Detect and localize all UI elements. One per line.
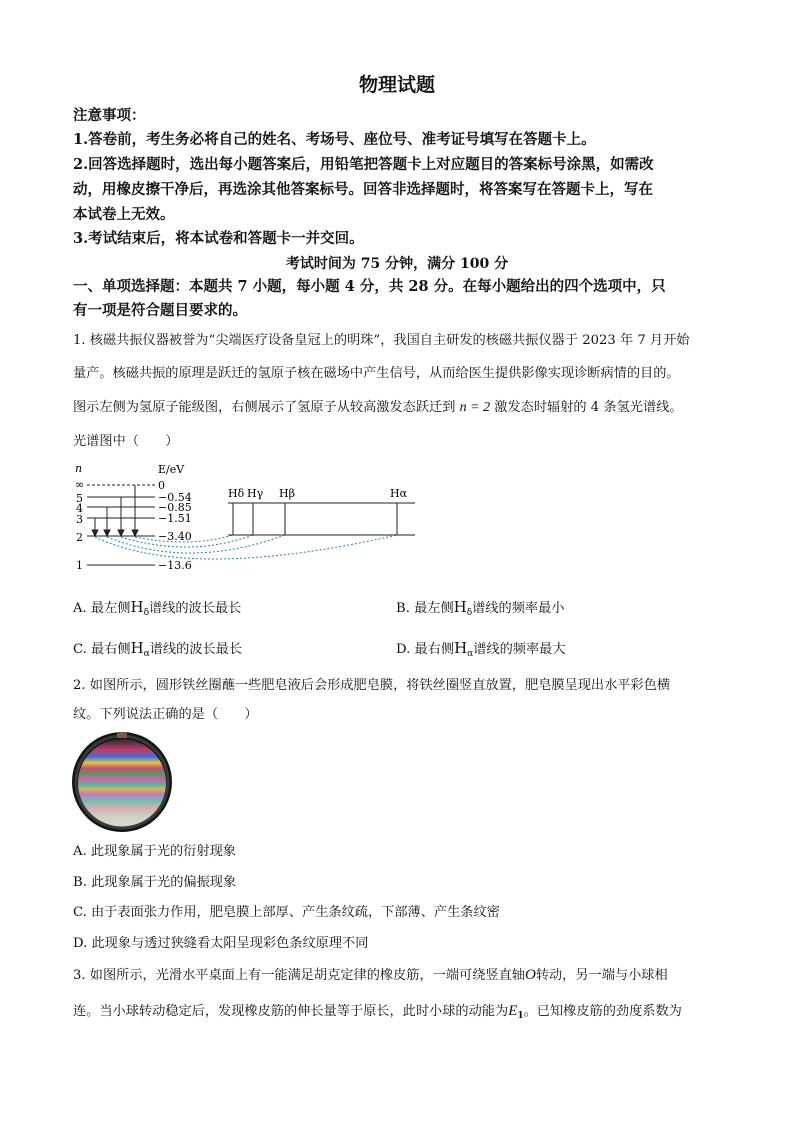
- energy-level-diagram: [70, 462, 430, 582]
- diagram-e-label: E/eV: [158, 463, 185, 476]
- level-e-5: −0.54: [158, 491, 192, 504]
- q1-line-1: 1. 核磁共振仪器被誉为“尖端医疗设备皇冠上的明珠”，我国自主研发的核磁共振仪器于 2023 年 7 月开始: [73, 333, 690, 348]
- q1-line-3: [73, 398, 723, 418]
- q1-option-a-h: H: [130, 598, 144, 616]
- q1-line-3a: 图示左侧为氢原子能级图，右侧展示了氢原子从较高激发态跃迁到: [73, 400, 456, 415]
- exam-time-info: 考试时间为 75 分钟，满分 100 分: [285, 256, 509, 272]
- q3-line-2: [73, 1001, 723, 1026]
- q3-line-2b: 。已知橡皮筋的劲度系数为: [523, 1004, 682, 1019]
- q1-line-4: 光谱图中（ ）: [73, 434, 179, 449]
- q1-option-d-h: H: [454, 639, 468, 657]
- level-n-3: 3: [76, 513, 83, 526]
- q3-line-1b: 转动，另一端与小球相: [535, 968, 668, 983]
- level-e-inf: 0: [158, 479, 165, 492]
- label-h-alpha: Hα: [390, 487, 408, 500]
- q1-option-d[interactable]: [396, 638, 566, 659]
- level-n-2: 2: [76, 531, 83, 544]
- notice-item-3: 3.考试结束后，将本试卷和答题卡一并交回。: [73, 230, 364, 247]
- notice-item-1: 1.答卷前，考生务必将自己的姓名、考场号、座位号、准考证号填写在答题卡上。: [73, 131, 596, 148]
- q1-option-c-h: H: [130, 639, 144, 657]
- soap-film-photo: [70, 730, 174, 834]
- q1-line-3b: 激发态时辐射的 4 条氢光谱线。: [494, 400, 683, 415]
- label-h-gamma: Hγ: [247, 487, 264, 500]
- notice-item-2-cont: 动，用橡皮擦干净后，再选涂其他答案标号。回答非选择题时，将答案写在答题卡上，写在: [73, 181, 653, 198]
- section-heading: 一、单项选择题：本题共 7 小题，每小题 4 分，共 28 分。在每小题给出的四个选项中，只: [73, 278, 666, 295]
- connector-curves: [95, 535, 397, 559]
- q1-option-d-pre: D. 最右侧: [396, 642, 455, 657]
- q1-option-b-post: 谱线的频率最小: [472, 601, 565, 616]
- q1-option-b-sub: δ: [466, 608, 473, 618]
- q3-math-o: O: [524, 967, 536, 983]
- q1-option-a-post: 谱线的波长最长: [149, 601, 242, 616]
- notice-item-2: 2.回答选择题时，选出每小题答案后，用铅笔把答题卡上对应题目的答案标号涂黑，如需改: [73, 156, 654, 173]
- q1-option-c-post: 谱线的波长最长: [149, 642, 243, 657]
- level-n-1: 1: [76, 559, 83, 572]
- q3-line-1a: 3. 如图所示，光滑水平桌面上有一能满足胡克定律的橡皮筋，一端可绕竖直轴: [73, 968, 525, 983]
- q2-option-d[interactable]: D. 此现象与透过狭缝看太阳呈现彩色条纹原理不同: [73, 936, 369, 951]
- q1-option-c-sub: α: [143, 649, 150, 659]
- q1-option-b[interactable]: [396, 597, 564, 618]
- q2-line-1: 2. 如图所示，圆形铁丝圈蘸一些肥皂液后会形成肥皂膜，将铁丝圈竖直放置，肥皂膜呈现出水平彩色横: [73, 678, 671, 693]
- level-n-inf: ∞: [75, 478, 85, 491]
- label-h-delta: Hδ: [228, 487, 245, 500]
- section-heading-cont: 有一项是符合题目要求的。: [73, 302, 247, 319]
- q2-line-2: 纹。下列说法正确的是（ ）: [73, 707, 258, 722]
- diagram-n-label: n: [75, 462, 83, 475]
- q3-math-e: E: [508, 1003, 518, 1019]
- page-title: 物理试题: [358, 74, 435, 96]
- q1-option-d-sub: α: [467, 649, 474, 659]
- transition-arrows: [92, 485, 138, 536]
- label-h-beta: Hβ: [279, 487, 295, 500]
- q3-line-1: [73, 965, 723, 986]
- q1-option-a-sub: δ: [143, 608, 149, 618]
- q1-option-c[interactable]: [73, 638, 242, 659]
- q1-line-2: 量产。核磁共振的原理是跃迁的氢原子核在磁场中产生信号，从而给医生提供影像实现诊断病情的目的。: [73, 366, 680, 381]
- q2-option-b[interactable]: B. 此现象属于光的偏振现象: [73, 875, 237, 890]
- q1-option-b-h: H: [453, 598, 467, 616]
- q1-option-b-pre: B. 最左侧: [396, 601, 454, 616]
- q1-option-a[interactable]: [73, 597, 241, 618]
- level-n-5: 5: [76, 492, 83, 505]
- notice-heading: 注意事项：: [73, 107, 146, 124]
- level-e-3: −1.51: [158, 512, 192, 525]
- level-e-1: −13.6: [158, 559, 192, 572]
- level-e-4: −0.85: [158, 501, 192, 514]
- level-n-4: 4: [76, 502, 83, 515]
- q1-option-c-pre: C. 最右侧: [73, 642, 131, 657]
- level-e-2: −3.40: [158, 530, 192, 543]
- q1-option-d-post: 谱线的频率最大: [473, 642, 566, 657]
- q3-math-e-sub: 1: [517, 1011, 524, 1021]
- q2-option-c[interactable]: C. 由于表面张力作用，肥皂膜上部厚、产生条纹疏，下部薄、产生条纹密: [73, 905, 500, 920]
- q1-math-n: n = 2: [459, 400, 491, 415]
- notice-item-2-end: 本试卷上无效。: [73, 206, 175, 223]
- q2-option-a[interactable]: A. 此现象属于光的衍射现象: [73, 844, 236, 859]
- q1-option-a-pre: A. 最左侧: [73, 601, 131, 616]
- q3-line-2a: 连。当小球转动稳定后，发现橡皮筋的伸长量等于原长，此时小球的动能为: [73, 1004, 509, 1019]
